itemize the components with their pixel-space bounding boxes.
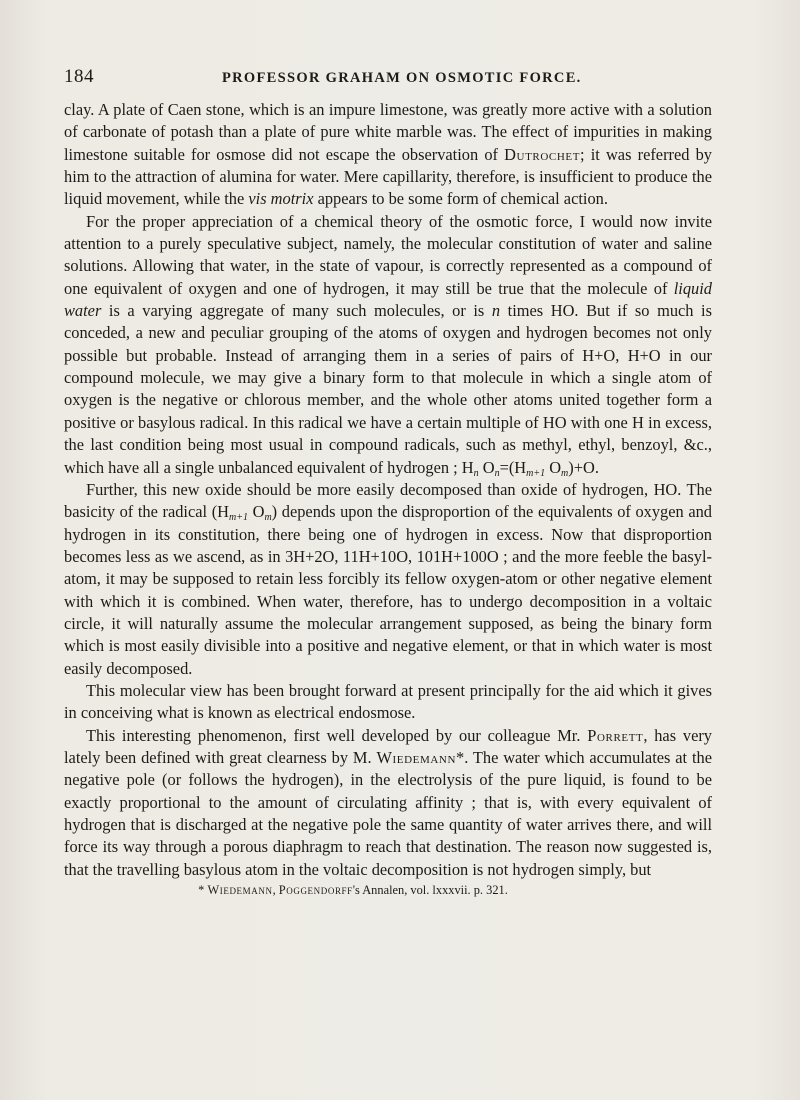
radical-close: )	[271, 502, 278, 522]
page-number: 184	[64, 66, 94, 87]
formula-h: H	[461, 457, 474, 477]
paragraph-3	[64, 479, 712, 680]
formula-sub-n: n	[473, 467, 479, 479]
footnote-mark: *	[198, 883, 208, 898]
italic-vis-motrix: vis motrix	[248, 189, 314, 209]
footnote-rest: 's Annalen, vol. lxxxvii. p. 321.	[352, 883, 508, 898]
footnote-name-wiedemann: Wiedemann	[207, 883, 273, 898]
running-title: PROFESSOR GRAHAM ON OSMOTIC FORCE.	[222, 70, 582, 86]
p5-text-a: This interesting phenomenon, first well developed by our colleague Mr.	[86, 725, 588, 745]
paragraph-5	[64, 725, 712, 881]
name-wiedemann: Wiedemann	[376, 747, 456, 767]
name-dutrochet: Dutrochet	[504, 144, 581, 164]
p1-text-c: appears to be some form of chemical action.	[313, 189, 608, 209]
footnote-name-poggendorff: Poggendorff	[278, 883, 353, 898]
paragraph-2	[64, 211, 712, 479]
italic-n: n	[491, 301, 501, 321]
formula-water-radical	[462, 458, 599, 477]
formula-eq: =(H	[499, 457, 527, 477]
formula-sub-m: m	[561, 467, 569, 479]
p5-text-b: , has very lately been defined with great clearness by M.	[64, 725, 712, 767]
formula-radical	[211, 502, 278, 524]
paragraph-4	[64, 680, 712, 725]
p3-text-a: Further, this new oxide should be more easily decomposed than oxide of hydrogen, HO. The basicity of the radical	[64, 479, 712, 522]
p4-text-a: This molecular view has been brought forward at present principally for the aid which it gives in conceiving what is known as electrical endosmose.	[64, 680, 712, 723]
radical-sub-m1: m+1	[229, 512, 248, 524]
italic-liquid-water: liquid water	[64, 278, 712, 321]
p3-text-b: depends upon the disproportion of the equivalents of oxygen and hydrogen in its constitution, there being one of hydrogen in excess. Now that disproportion becomes less as we ascend, as in 3H+2O, 11H+10O, 101H+100O ; and the more feeble the basyl-atom, it may be supposed to retain less forcibly its fellow oxygen-atom or other negative element with which it is combined. When water, therefore, has to undergo decomposition in a voltaic circle, it will naturally assume the molecular arrangement supposed, as being the binary form which is most easily divisible into a positive and negative element, or that in which water is most easily decomposed.	[64, 502, 712, 678]
footnote	[64, 882, 712, 898]
formula-o2: O	[545, 457, 562, 477]
radical-sub-m: m	[264, 512, 272, 524]
p5-text-c: *. The water which accumulates at the negative pole (or follows the hydrogen), in the electrolysis of the pure liquid, is found to be exactly proportional to the amount of circulating affinity ; that is, with every equivalent of hydrogen that is discharged at the negative pole the same quantity of water arrives there, and will force its way through a porous diaphragm to reach that destination. The reason now suggested is, that the travelling basylous atom in the voltaic decomposition is not hydrogen simply, but	[64, 747, 712, 879]
p1-text-b: ; it was referred by him to the attraction of alumina for water. Mere capillarity, therefore, is insufficient to produce the liquid movement, while the	[64, 144, 712, 209]
p2-text-b: is a varying aggregate of many such molecules, or is	[101, 301, 492, 321]
paragraph-1	[64, 99, 712, 211]
formula-sub-n-2: n	[494, 467, 500, 479]
formula-close: )+O.	[568, 457, 599, 477]
radical-o: O	[247, 502, 265, 522]
p1-text-a: clay. A plate of Caen stone, which is an impure limestone, was greatly more active with a solution of carbonate of potash than a plate of pure white marble was. The effect of impurities in making limestone suitable for osmose did not escape the observation of	[64, 100, 712, 164]
body-text	[64, 99, 712, 898]
page-header	[64, 66, 712, 90]
footnote-sep: ,	[272, 883, 279, 898]
p2-text-c: times HO. But if so much is conceded, a new and peculiar grouping of the atoms of oxygen and hydrogen becomes not only possible but probable. Instead of arranging them in a series of pairs of H+O, H+O in our compound molecule, we may give a binary form to that molecule in which a single atom of oxygen is the negative or chlorous member, and the whole other atoms united together form a positive or basylous radical. In this radical we have a certain multiple of HO with one H in excess, the last condition being most usual in compound radicals, such as methyl, ethyl, benzoyl, &c., which have all a single unbalanced equivalent of hydrogen ;	[64, 301, 712, 477]
formula-sub-m1: m+1	[526, 467, 546, 479]
p2-text-a: For the proper appreciation of a chemical theory of the osmotic force, I would now invite attention to a purely speculative subject, namely, the molecular constitution of water and saline solutions. Allowing that water, in the state of vapour, is correctly represented as a compound of one equivalent of oxygen and one of hydrogen, it may still be true that the molecule of	[64, 211, 712, 298]
formula-o: O	[478, 457, 495, 477]
name-porrett: Porrett	[587, 725, 644, 745]
radical-open: (H	[211, 502, 229, 522]
